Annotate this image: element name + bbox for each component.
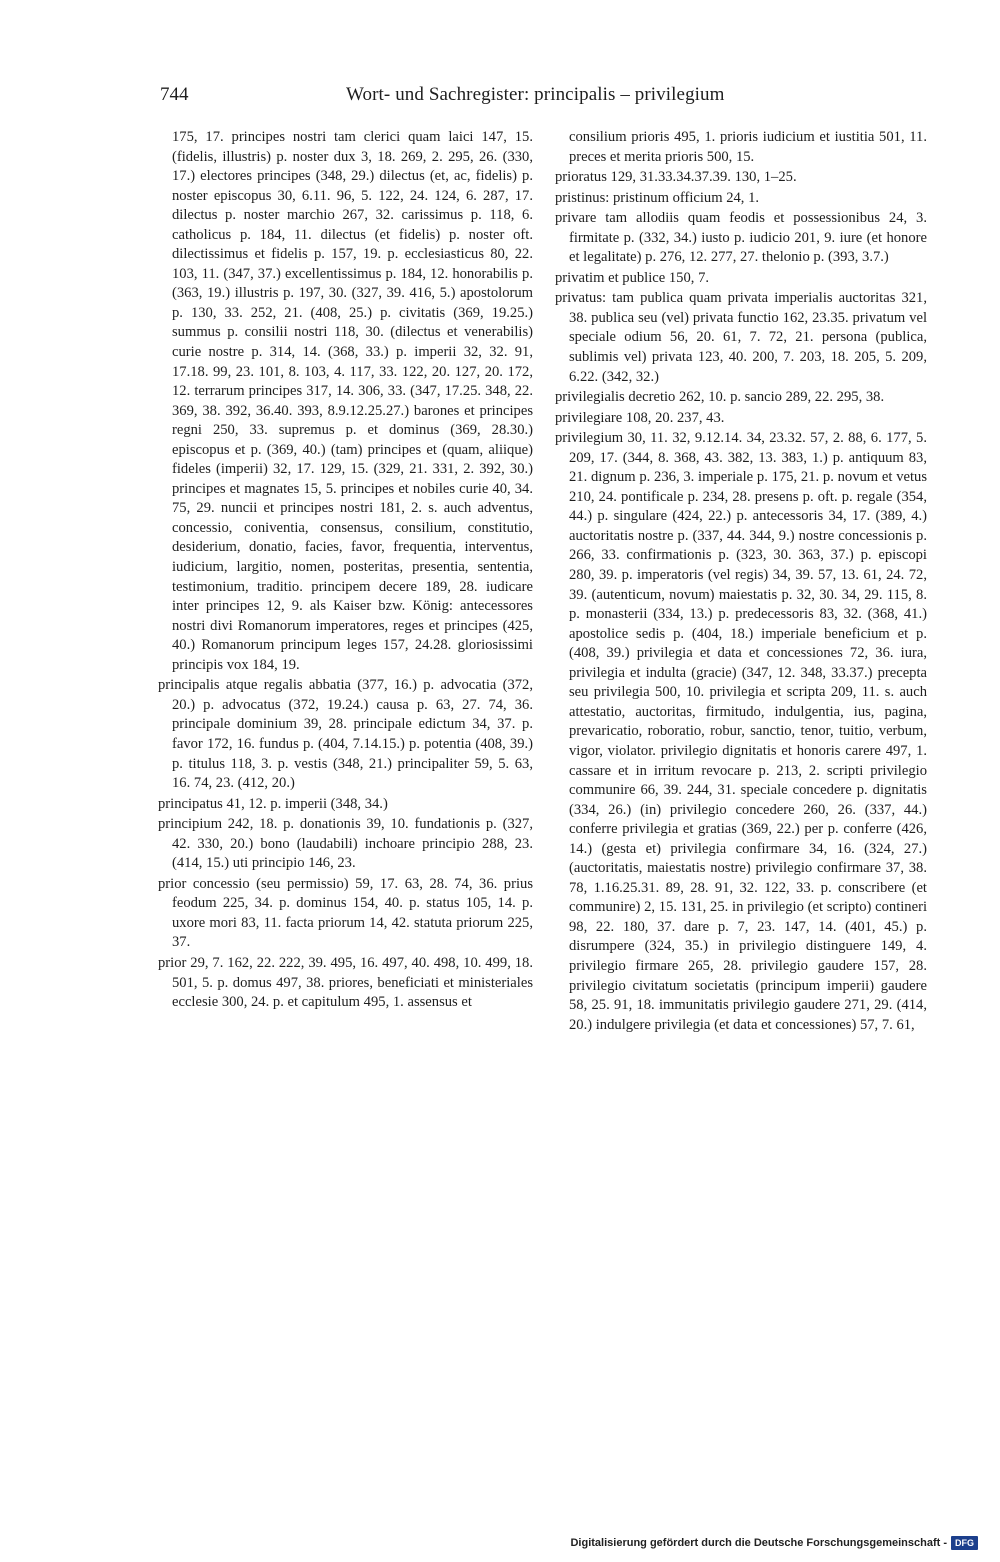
page-header [160,84,940,114]
index-entry: principium 242, 18. p. donationis 39, 10. fundationis p. (327, 42. 330, 20.) bono (laudabili) inchoare principio 288, 23. (414, 15.) uti principio 146, 23. [158,816,533,872]
index-entry: principalis atque regalis abbatia (377, 16.) p. advocatia (372, 20.) p. advocatus (372, 19.24.) causa p. 63, 27. 74, 36. principale dominium 39, 28. principale edictum 34, 37. p. favor 172, 16. fundus p. (404, 7.14.15.) p. potentia (408, 39.) p. titulus 118, 3. p. vestis (348, 21.) principaliter 59, 5. 63, 16. 74, 23. (412, 20.) [158,677,533,792]
index-entry: principatus 41, 12. p. imperii (348, 34.) [158,795,388,812]
index-entry: privatim et publice 150, 7. [555,269,710,286]
index-entry: privare tam allodiis quam feodis et possessionibus 24, 3. firmitate p. (332, 34.) iusto p. iudicio 201, 9. iure (et honore et legalitate) p. 276, 12. 277, 27. thelonio p. (393, 3.7.) [555,210,927,266]
index-entry: privatus: tam publica quam privata imperialis auctoritas 321, 38. publica seu (vel) privata functio 162, 23.35. privatum vel speciale odium 56, 20. 61, 7. 72, 21. persona (publica, sublimis vel) privata 123, 40. 200, 7. 203, 18. 205, 5. 209, 6.22. (342, 32.) [555,290,927,385]
dfg-logo: DFG [951,1536,978,1550]
right-column [555,128,927,1036]
index-entry: consilium prioris 495, 1. prioris iudicium et iustitia 501, 11. preces et merita prioris 500, 15. [569,129,927,165]
running-title: Wort- und Sachregister: principalis – privilegium [346,84,725,105]
index-entry: prior 29, 7. 162, 22. 222, 39. 495, 16. 497, 40. 498, 10. 499, 18. 501, 5. p. domus 497, 38. priores, beneficiati et ministeriales ecclesie 300, 24. p. et capitulum 495, 1. assensus et [158,954,533,1011]
footer-credit: Digitalisierung gefördert durch die Deutsche Forschungsgemeinschaft - [570,1537,947,1549]
index-entry: privilegiare 108, 20. 237, 43. [555,409,725,426]
index-entry: prior concessio (seu permissio) 59, 17. 63, 28. 74, 36. prius feodum 225, 34. p. dominus 154, 40. p. status 105, 14. p. uxore mori 83, 11. facta priorum 14, 42. statuta priorum 225, 37. [158,875,533,951]
index-entry: privilegialis decretio 262, 10. p. sancio 289, 22. 295, 38. [555,389,885,406]
index-entry: prioratus 129, 31.33.34.37.39. 130, 1–25. [555,169,797,186]
digitization-footer [570,1534,978,1552]
left-column [158,128,533,1014]
index-entry: 175, 17. principes nostri tam clerici quam laici 147, 15. (fidelis, illustris) p. noster dux 3, 18. 269, 2. 295, 26. (330, 17.) electores principes (348, 29.) dilectus (et, ac, fidelis) p. noster episcopus 30, 6.11. 96, 5. 122, 24. 124, 6. 287, 17. dilectus p. noster marchio 267, 32. carissimus p. 118, 6. catholicus p. 184, 11. dilectus (et fidelis) p. noster oft. dilectissimus et fidelis p. 157, 19. p. ecclesiasticus 80, 22. 103, 11. (347, 37.) excellentissimus p. 184, 12. honorabilis p. (363, 19.) illustris p. 197, 30. (327, 39. 416, 5.) apostolorum p. 130, 33. 252, 21. (408, 25.) p. civitatis (369, 19.25.) summus p. consilii nostri 118, 30. (dilectus et venerabilis) curie nostre p. 314, 14. (368, 33.) p. imperii 32, 32. 91, 17.18. 99, 23. 101, 8. 103, 4. 117, 33. 122, 20. 127, 20. 172, 12. terrarum principes 317, 14. 306, 33. (347, 17.25. 348, 22. 369, 38. 392, 36.40. 393, 8.9.12.25.27.) barones et principes regni 250, 33. supremus p. et dominus (369, 28.30.) episcopus et p. (369, 40.) (tam) principes et (quam, aliique) fideles (imperii) 32, 17. 129, 15. (329, 21. 331, 2. 392, 30.) principes et magnates 15, 5. principes et nobiles curie 40, 34. 75, 29. nuncii et principes nostri 181, 2. s. auch adventus, concessio, coniventia, consensus, consilium, constitutio, desiderium, donatio, facies, favor, frequentia, interventus, iudicium, largitio, nomen, posteritas, presentia, sententia, testimonium, traditio. principem decere 189, 28. iudicare inter principes 12, 9. als Kaiser bzw. König: antecessores nostri divi Romanorum imperatores, reges et principes (425, 40.) Romanorum principum leges 157, 24.28. gloriosissimi principis vox 184, 19. [172,129,533,673]
index-entry: pristinus: pristinum officium 24, 1. [555,189,760,206]
index-entry: privilegium 30, 11. 32, 9.12.14. 34, 23.32. 57, 2. 88, 6. 177, 5. 209, 17. (344, 8. 368, 43. 382, 13. 383, 1.) p. antiquum 83, 21. dignum p. 236, 3. imperiale p. 175, 21. p. novum et vetus 210, 24. pontificale p. 234, 28. presens p. oft. p. regale (354, 44.) p. singulare (424, 22.) p. antecessoris 34, 17. (389, 4.) auctoritatis nostre p. (337, 44. 344, 9.) nostre concessionis p. 266, 33. confirmationis p. (323, 30. 363, 37.) p. episcopi 280, 39. p. imperatoris (vel regis) 34, 39. 57, 13. 61, 24. 72, 39. (autenticum, novum) maiestatis p. 32, 30. 34, 29. 115, 8. p. monasterii (334, 13.) p. predecessoris 83, 32. (368, 41.) apostolice sedis p. (404, 18.) imperiale beneficium et p. (408, 39.) privilegia et data et concessiones 72, 36. iura, privilegia et indulta (gracie) (347, 12. 348, 33.37.) precepta seu privilegia 500, 10. privilegia et scripta 209, 11. s. auch attestatio, auctoritas, firmitudo, indulgentia, ius, pagina, prevaricatio, roboratio, robur, sanctio, tenor, tuitio, verbum, vigor, violator. privilegio dignitatis et honoris carere 497, 1. cassare et in irritum revocare p. 213, 2. scripti privilegio communire 66, 39. 244, 31. speciale concedere p. dignitatis (334, 26.) (in) privilegio concedere 260, 26. (337, 44.) conferre privilegia et gratias (369, 22.) per p. conferre (426, 14.) (gesta et) privilegia confirmare 34, 16. (324, 27.) (auctoritatis, maiestatis nostre) privilegio confirmare 37, 38. 78, 1.16.25.31. 89, 28. 91, 32. 122, 33. p. conscribere (et communire) 2, 15. 131, 25. in privilegio (et scripto) contineri 98, 22. 180, 37. dare p. 7, 23. 147, 14. (401, 45.) p. disrumpere (324, 35.) in privilegio distinguere 149, 4. privilegio firmare 265, 28. privilegio gaudere 157, 28. privilegio civitatum societatis (principum imperii) gaudere 58, 25. 91, 18. immunitatis privilegio gaudere 271, 29. (414, 20.) indulgere privilegia (et data et concessiones) 57, 7. 61, [555,430,927,1033]
page-number: 744 [160,84,189,105]
